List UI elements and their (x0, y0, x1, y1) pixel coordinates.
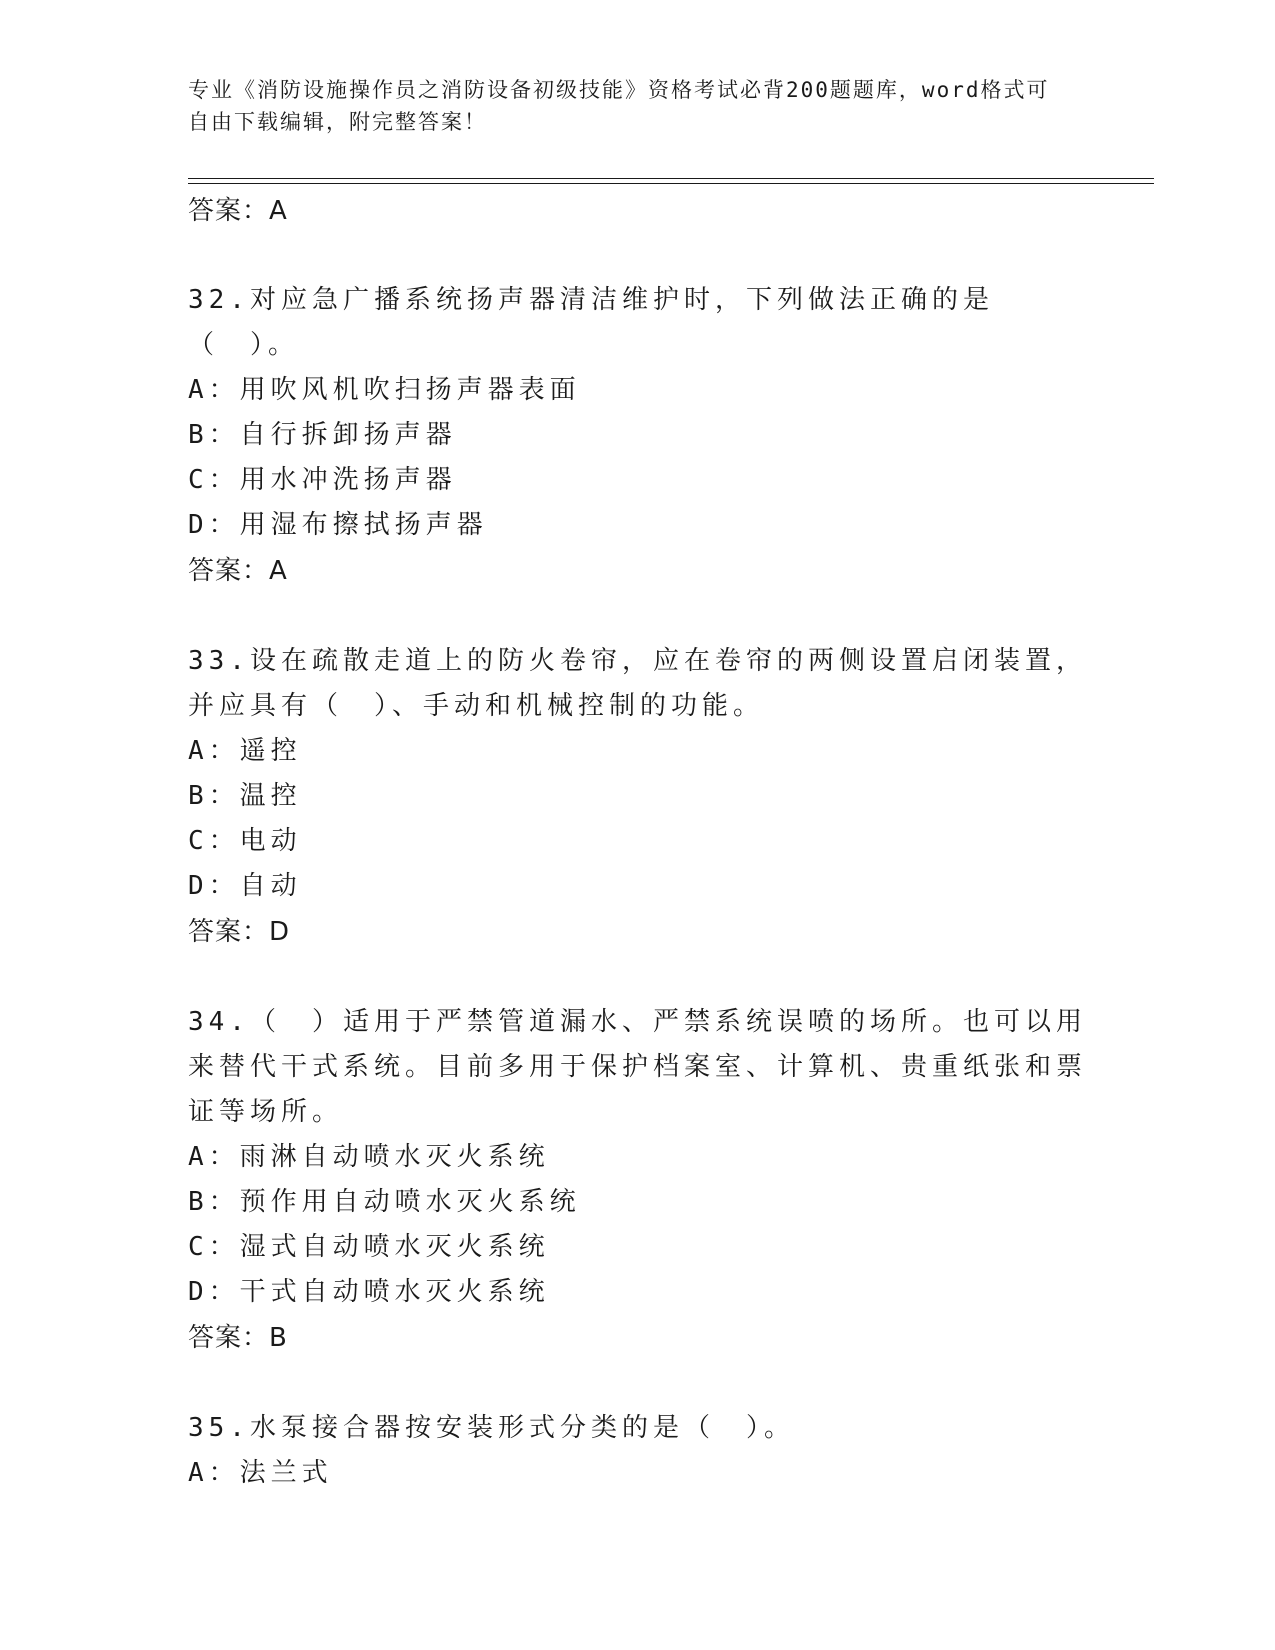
option-b: B：自行拆卸扬声器 (188, 420, 457, 450)
option-a: A：用吹风机吹扫扬声器表面 (188, 375, 581, 405)
header-divider-top (188, 178, 1154, 179)
answer-line: 答案：A (188, 196, 288, 226)
answer-line: 答案：B (188, 1323, 288, 1353)
answer-line: 答案：A (188, 556, 288, 586)
option-a: A：雨淋自动喷水灭火系统 (188, 1142, 550, 1172)
document-header: 专业《消防设施操作员之消防设备初级技能》资格考试必背200题题库，word格式可自由下载编辑，附完整答案！ (188, 78, 1050, 134)
option-b: B：温控 (188, 781, 302, 811)
option-c: C：电动 (188, 826, 302, 856)
option-c: C：湿式自动喷水灭火系统 (188, 1232, 550, 1262)
header-divider-bottom (188, 183, 1154, 184)
option-d: D：干式自动喷水灭火系统 (188, 1277, 550, 1307)
option-b: B：预作用自动喷水灭火系统 (188, 1187, 581, 1217)
option-c: C：用水冲洗扬声器 (188, 465, 457, 495)
answer-line: 答案：D (188, 917, 291, 947)
question-34: 34.（ ）适用于严禁管道漏水、严禁系统误喷的场所。也可以用来替代干式系统。目前多用于保护档案室、计算机、贵重纸张和票证等场所。 (188, 1007, 1088, 1127)
option-d: D：自动 (188, 871, 302, 901)
question-32: 32.对应急广播系统扬声器清洁维护时，下列做法正确的是（ ）。 (188, 285, 994, 360)
question-35: 35.水泵接合器按安装形式分类的是（ ）。 (188, 1413, 795, 1443)
option-a: A：遥控 (188, 736, 302, 766)
question-list (188, 188, 1088, 1496)
option-d: D：用湿布擦拭扬声器 (188, 510, 488, 540)
option-a: A：法兰式 (188, 1458, 333, 1488)
question-33: 33.设在疏散走道上的防火卷帘，应在卷帘的两侧设置启闭装置，并应具有（ ）、手动和机械控制的功能。 (188, 646, 1087, 721)
